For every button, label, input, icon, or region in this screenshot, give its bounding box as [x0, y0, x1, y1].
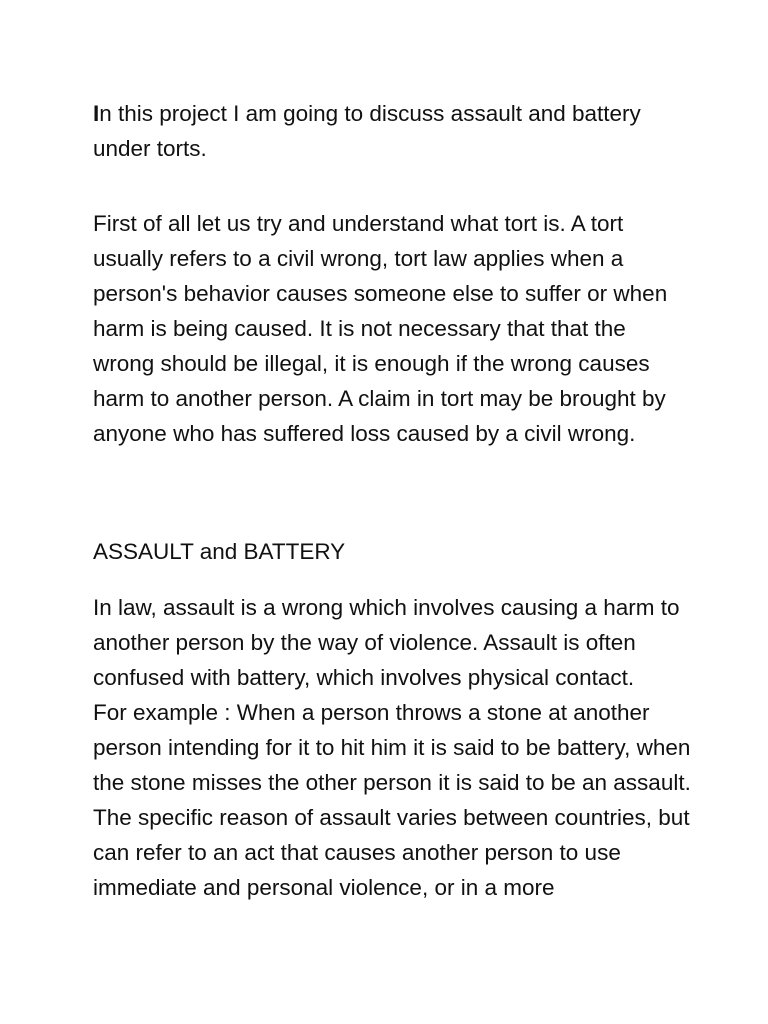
assault-battery-body	[93, 590, 693, 905]
paragraph-assault-definition: In law, assault is a wrong which involves causing a harm to another person by the way of violence. Assault is often confused with battery, which involves physical contact.	[93, 595, 680, 690]
intro-text: n this project I am going to discuss assault and battery under torts.	[93, 101, 641, 161]
intro-paragraph	[93, 96, 693, 166]
intro-first-letter: I	[93, 101, 100, 126]
tort-definition-paragraph: First of all let us try and understand what tort is. A tort usually refers to a civil wrong, tort law applies when a person's behavior causes someone else to suffer or when harm is being caused. It is not necessary that that the wrong should be illegal, it is enough if the wrong causes harm to another person. A claim in tort may be brought by anyone who has suffered loss caused by a civil wrong.	[93, 211, 668, 446]
paragraph-example: For example : When a person throws a stone at another person intending for it to hit him it is said to be battery, when the stone misses the other person it is said to be an assault.	[93, 700, 691, 795]
section-heading: ASSAULT and BATTERY	[93, 539, 346, 564]
paragraph-specific-reason: The specific reason of assault varies between countries, but can refer to an act that causes another person to use immediate and personal violence, or in a more	[93, 805, 690, 900]
